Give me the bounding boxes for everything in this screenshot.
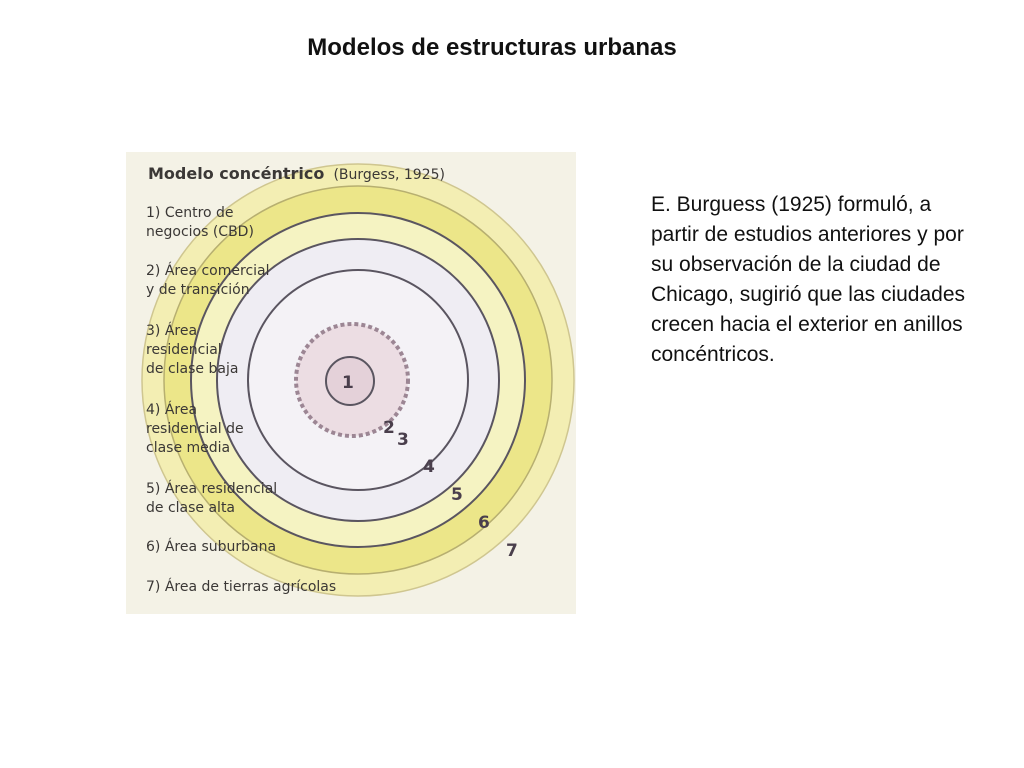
ring-number-1: 1 — [342, 373, 354, 393]
figure-heading — [148, 164, 445, 183]
legend-item-lower-class: 3) Área residencial de clase baja — [146, 323, 239, 377]
legend-item-transition: 2) Área comercial y de transición — [146, 263, 270, 298]
legend-item-middle-class: 4) Área residencial de clase media — [146, 402, 244, 456]
ring-number-3: 3 — [397, 430, 409, 450]
ring-number-5: 5 — [451, 485, 463, 505]
ring-number-2: 2 — [383, 418, 395, 438]
legend-item-cbd: 1) Centro de negocios (CBD) — [146, 205, 254, 240]
slide-title: Modelos de estructuras urbanas — [307, 34, 677, 61]
ring-number-7: 7 — [506, 541, 518, 561]
description-text: E. Burguess (1925) formuló, a partir de estudios anteriores y por su observación de la ciudad de Chicago, sugirió que las ciudades crecen hacia el exterior en anillos concéntricos. — [651, 193, 966, 366]
legend-item-suburban: 6) Área suburbana — [146, 539, 277, 555]
figure-title: Modelo concéntrico — [148, 164, 325, 183]
legend-item-agricultural: 7) Área de tierras agrícolas — [146, 579, 337, 595]
concentric-model-figure — [126, 152, 576, 614]
figure-author: (Burgess, 1925) — [333, 167, 445, 183]
ring-number-6: 6 — [478, 513, 490, 533]
legend-item-upper-class: 5) Área residencial de clase alta — [146, 481, 278, 516]
ring-number-4: 4 — [423, 457, 435, 477]
